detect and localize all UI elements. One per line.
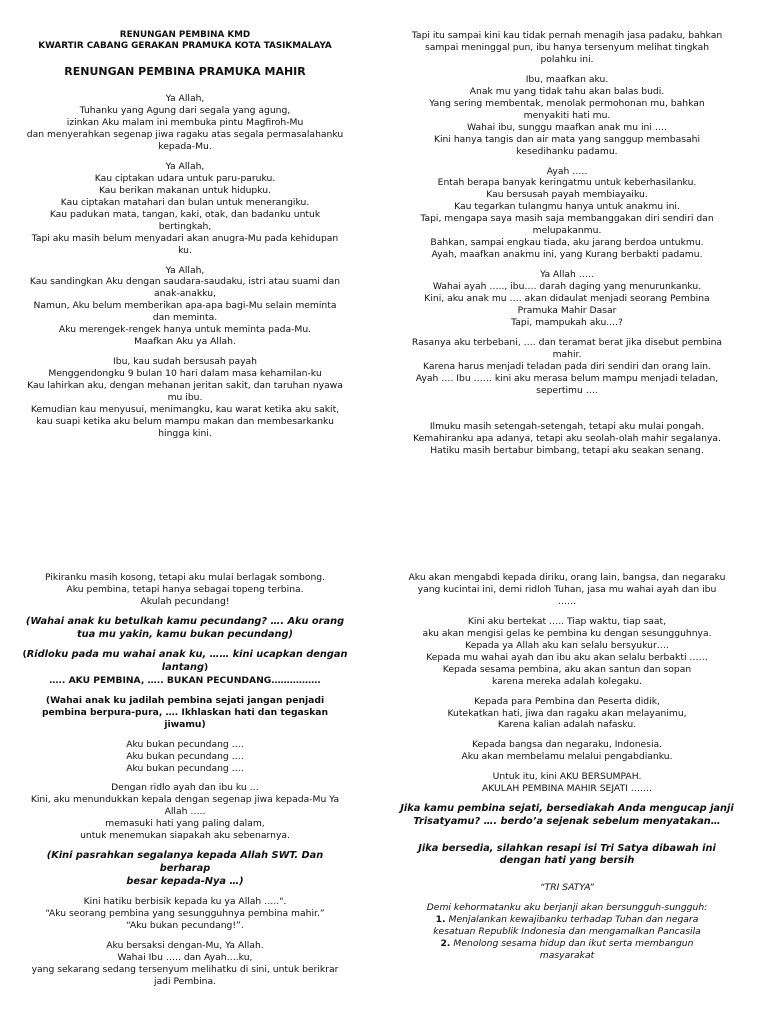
tri-satya-item-line: 2. Menolong sesama hidup dan ikut serta membangun xyxy=(440,938,694,949)
text-line: Yang sering membentak, menolak permohonan mu, bahkan xyxy=(429,97,705,109)
text-line: Kau tegarkan tulangmu hanya untuk anakmu ini. xyxy=(454,201,680,213)
text-line: Jika bersedia, silahkan resapi isi Tri Satya dibawah ini xyxy=(418,842,716,854)
text-line: Kemudian kau menyusui, menimangku, kau warat ketika aku sakit, xyxy=(30,404,340,416)
parent-voice xyxy=(20,850,350,888)
declaration-block xyxy=(20,649,350,686)
paren-close: ) xyxy=(204,662,209,674)
text-line: Ya Allah, xyxy=(165,264,205,276)
text-line: hingga kini. xyxy=(158,427,212,439)
text-line: karena mereka adalah kolegaku. xyxy=(491,675,642,687)
text-line: Wahai Ibu ….. dan Ayah….ku, xyxy=(117,952,253,964)
text-line: Trisatyamu? …. berdo’a sejenak sebelum menyatakan… xyxy=(413,815,721,827)
text-line: (Wahai anak ku jadilah pembina sejati jangan penjadi xyxy=(45,694,325,706)
text-line: Aku pembina, tetapi hanya sebagai topeng terbina. xyxy=(66,583,304,595)
text-line: Kau ciptakan udara untuk paru-paruku. xyxy=(94,172,276,184)
text-line: anak-anakku, xyxy=(154,288,216,300)
tri-satya-item-number: 2. xyxy=(440,938,451,949)
text-line: untuk menemukan siapakah aku sebenarnya. xyxy=(80,830,290,842)
text-line: dengan hati yang bersih xyxy=(499,855,635,867)
text-line: Tapi aku masih belum menyadari akan anugra-Mu pada kehidupan xyxy=(31,232,339,244)
bottom-left-section xyxy=(20,572,350,996)
text-line: yang sekarang sedang tersenyum melihatku di sini, untuk berikrar xyxy=(31,964,339,976)
text-line: sampai meninggal pun, ibu hanya tersenyum melihat tingkah xyxy=(424,41,710,53)
parent-voice-italic: lantang xyxy=(161,662,205,674)
text-line: Kepada para Pembina dan Peserta didik, xyxy=(474,695,660,707)
text-line: yang kucintai ini, demi ridloh Tuhan, jasa mu wahai ayah dan ibu xyxy=(417,583,717,595)
text-line: Hatiku masih bertabur bimbang, tetapi aku seakan senang. xyxy=(430,444,704,456)
text-line: Aku akan membelamu melalui pengabdianku. xyxy=(461,751,673,763)
text-line: Ya Allah, xyxy=(165,160,205,172)
text-line: Karena harus menjadi teladan pada diri sendiri dan orang lain. xyxy=(422,360,712,372)
text-line: Aku bukan pecundang …. xyxy=(126,750,244,762)
text-line: Kau bersusah payah membiayaiku. xyxy=(486,189,648,201)
header-line-2: KWARTIR CABANG GERAKAN PRAMUKA KOTA TASIKMALAYA xyxy=(38,41,332,52)
text-line: Bahkan, sampai engkau tiada, aku jarang berdoa untukmu. xyxy=(430,237,704,249)
text-line: Ya Allah ….. xyxy=(540,269,594,281)
stanza xyxy=(392,269,742,329)
text-line: Tapi itu sampai kini kau tidak pernah menagih jasa padaku, bahkan xyxy=(411,30,723,41)
text-line: bertingkah, xyxy=(158,220,212,232)
text-line: Ya Allah, xyxy=(165,93,205,105)
text-line: Pramuka Mahir Dasar xyxy=(517,305,617,317)
text-line: Kini, aku menundukkan kepala dengan segenap jiwa kepada-Mu Ya xyxy=(30,794,340,806)
tri-satya-item-number: 1. xyxy=(435,914,446,926)
text-line: kesedihanku padamu. xyxy=(516,145,618,157)
tri-satya-item-line: 1. Menjalankan kewajibanku terhadap Tuhan dan negara xyxy=(435,914,699,926)
text-line: Tuhanku yang Agung dari segala yang agung, xyxy=(79,105,291,117)
text-line: besar kepada-Nya …) xyxy=(126,875,244,887)
stanza xyxy=(392,739,742,763)
stanza xyxy=(392,30,742,66)
text-line: Kini hanya tangis dan air mata yang sanggup membasahi xyxy=(433,133,701,145)
text-line: (Wahai anak ku betulkah kamu pecundang? …. Aku orang xyxy=(25,615,345,627)
text-line: jadi Pembina. xyxy=(153,976,217,988)
bottom-right-section xyxy=(392,572,742,962)
text-line: Kemahiranku apa adanya, tetapi aku seolah-olah mahir segalanya. xyxy=(413,432,721,444)
text-line: …… xyxy=(557,595,577,607)
text-line: aku akan mengisi gelas ke pembina ku dengan sesungguhnya. xyxy=(422,627,712,639)
text-line: Kau lahirkan aku, dengan mehanan jeritan sakit, dan taruhan nyawa xyxy=(27,380,343,392)
text-line: Wahai ibu, sunggu maafkan anak mu ini …. xyxy=(467,121,667,133)
text-line: Kini aku bertekat ….. Tiap waktu, tiap saat, xyxy=(467,615,667,627)
tri-satya-intro: Demi kehormatanku aku berjanji akan bersungguh-sungguh: xyxy=(426,902,708,914)
text-line: Kepada mu wahai ayah dan ibu aku akan selalu berbakti …… xyxy=(426,651,708,663)
parent-voice-italic: Ridloku pada mu wahai anak ku, …… kini ucapkan dengan xyxy=(26,649,348,661)
text-line: Entah berapa banyak keringatmu untuk keberhasilanku. xyxy=(437,177,697,189)
stanza xyxy=(20,940,350,988)
stanza xyxy=(20,93,350,153)
text-line: Dengan ridlo ayah dan ibu ku … xyxy=(111,782,259,794)
text-line: Ayah …. Ibu …… kini aku merasa belum mampu menjadi teladan, xyxy=(415,372,719,384)
text-line: Akulah pecundang! xyxy=(140,595,230,607)
parent-voice xyxy=(20,616,350,641)
tri-satya-list xyxy=(392,914,742,962)
stanza xyxy=(20,265,350,349)
stanza xyxy=(20,896,350,932)
text-line: Aku akan mengabdi kepada diriku, orang lain, bangsa, dan negaraku xyxy=(408,572,726,583)
text-line: memasuki hati yang paling dalam, xyxy=(105,818,265,830)
stanza xyxy=(392,616,742,688)
text-line: dan meminta. xyxy=(152,312,218,324)
text-line: Ibu, maafkan aku. xyxy=(525,73,609,85)
text-line: Ayah, maafkan anakmu ini, yang Kurang berbakti padamu. xyxy=(431,249,703,261)
text-line: Anak mu yang tidak tahu akan balas budi. xyxy=(469,85,665,97)
text-line: ku. xyxy=(178,244,192,256)
text-line: Menggendongku 9 bulan 10 hari dalam masa kehamilan-ku xyxy=(48,368,322,380)
stanza xyxy=(392,572,742,608)
text-line: Kau padukan mata, tangan, kaki, otak, dan badanku untuk xyxy=(49,208,321,220)
text-line: Ibu, kau sudah bersusah payah xyxy=(113,356,257,368)
text-line: mahir. xyxy=(552,348,582,360)
text-line: Kepada bangsa dan negaraku, Indonesia. xyxy=(471,739,663,751)
top-right-section xyxy=(392,30,742,465)
declaration-line: ….. AKU PEMBINA, ….. BUKAN PECUNDANG……………. xyxy=(49,674,321,686)
parent-voice xyxy=(20,695,350,731)
text-line: kepada-Mu. xyxy=(158,140,212,152)
stanza xyxy=(20,161,350,257)
tri-satya-title: “TRI SATYA” xyxy=(539,882,595,894)
text-line: tua mu yakin, kamu bukan pecundang) xyxy=(77,628,293,640)
header-line-1: RENUNGAN PEMBINA KMD xyxy=(119,30,251,40)
text-line: Pikiranku masih kosong, tetapi aku mulai berlagak sombong. xyxy=(44,572,326,583)
text-line: polahku ini. xyxy=(540,53,594,65)
text-line: pembina berpura-pura, …. Ikhlaskan hati dan tegaskan xyxy=(41,706,329,718)
text-line: Rasanya aku terbebani, …. dan teramat berat jika disebut pembina xyxy=(411,336,723,348)
text-line: Kini, aku anak mu …. akan didaulat menjadi seorang Pembina xyxy=(424,293,710,305)
text-line: Kau berikan makanan untuk hidupku. xyxy=(98,184,272,196)
stanza xyxy=(392,74,742,158)
text-line: Ilmuku masih setengah-setengah, tetapi aku mulai pongah. xyxy=(429,420,705,432)
text-line: Karena kalian adalah nafasku. xyxy=(497,719,637,731)
stanza xyxy=(392,337,742,397)
text-line: Untuk itu, kini AKU BERSUMPAH. xyxy=(492,771,642,783)
text-line: Kepada ya Allah aku kan selalu bersyukur…. xyxy=(465,639,669,651)
stanza xyxy=(20,739,350,775)
tri-satya-item-line: kesatuan Republik Indonesia dan mengamalkan Pancasila xyxy=(433,926,701,938)
document-title: RENUNGAN PEMBINA PRAMUKA MAHIR xyxy=(64,64,306,78)
stanza xyxy=(392,696,742,732)
text-line: sepertimu …. xyxy=(536,384,598,396)
text-line: menyakiti hati mu. xyxy=(523,109,611,121)
text-line: jiwamu) xyxy=(164,718,206,730)
text-line: melupakanmu. xyxy=(532,225,602,237)
text-line: Namun, Aku belum memberikan apa-apa bagi-Mu selain meminta xyxy=(33,300,337,312)
text-line: Kini hatiku berbisik kepada ku ya Allah …..". xyxy=(83,896,287,908)
text-line: Kutekatkan hati, jiwa dan ragaku akan melayanimu, xyxy=(447,707,687,719)
tri-satya-item-line: masyarakat xyxy=(539,949,595,961)
text-line: Maafkan Aku ya Allah. xyxy=(134,336,236,348)
text-line: Ayah ….. xyxy=(546,165,588,177)
text-line: Aku merengek-rengek hanya untuk meminta pada-Mu. xyxy=(58,324,312,336)
invitation xyxy=(392,803,742,828)
text-line: Tapi, mengapa saya masih saja membanggakan diri sendiri dan xyxy=(420,213,714,225)
text-line: Kau ciptakan matahari dan bulan untuk menerangiku. xyxy=(60,196,310,208)
text-line: Tapi, mampukah aku....? xyxy=(511,316,623,328)
stanza xyxy=(392,166,742,262)
paren-open: ( xyxy=(22,649,27,661)
text-line: Aku bukan pecundang …. xyxy=(126,762,244,774)
text-line: Jika kamu pembina sejati, bersediakah Anda mengucap janji xyxy=(400,803,734,815)
text-line: Allah ….. xyxy=(164,806,206,818)
text-line: Aku bersaksi dengan-Mu, Ya Allah. xyxy=(106,940,264,952)
text-line: Kepada sesama pembina, aku akan santun dan sopan xyxy=(442,663,692,675)
text-line: Aku bukan pecundang …. xyxy=(126,738,244,750)
text-line: AKULAH PEMBINA MAHIR SEJATI ……. xyxy=(481,783,653,795)
text-line: “Aku bukan pecundang!”. xyxy=(126,920,244,932)
stanza xyxy=(20,782,350,842)
text-line: dan menyerahkan segenap jiwa ragaku atas segala permasalahanku xyxy=(26,129,344,140)
stanza xyxy=(20,572,350,608)
stanza xyxy=(392,421,742,457)
stanza xyxy=(20,356,350,440)
invitation xyxy=(392,843,742,868)
text-line: “Aku seorang pembina yang sesungguhnya pembina mahir.” xyxy=(45,908,325,920)
text-line: Kau sandingkan Aku dengan saudara-saudaku, istri atau suami dan xyxy=(29,276,341,288)
text-line: mu ibu. xyxy=(167,392,203,404)
text-line: (Kini pasrahkan segalanya kepada Allah SWT. Dan berharap xyxy=(46,850,324,874)
stanza xyxy=(392,771,742,795)
text-line: izinkan Aku malam ini membuka pintu Magfiroh-Mu xyxy=(66,117,304,129)
top-left-section xyxy=(20,30,350,448)
text-line: Wahai ayah ….., ibu…. darah daging yang menurunkanku. xyxy=(432,281,702,293)
text-line: kau suapi ketika aku belum mampu makan dan membesarkanku xyxy=(36,415,334,427)
